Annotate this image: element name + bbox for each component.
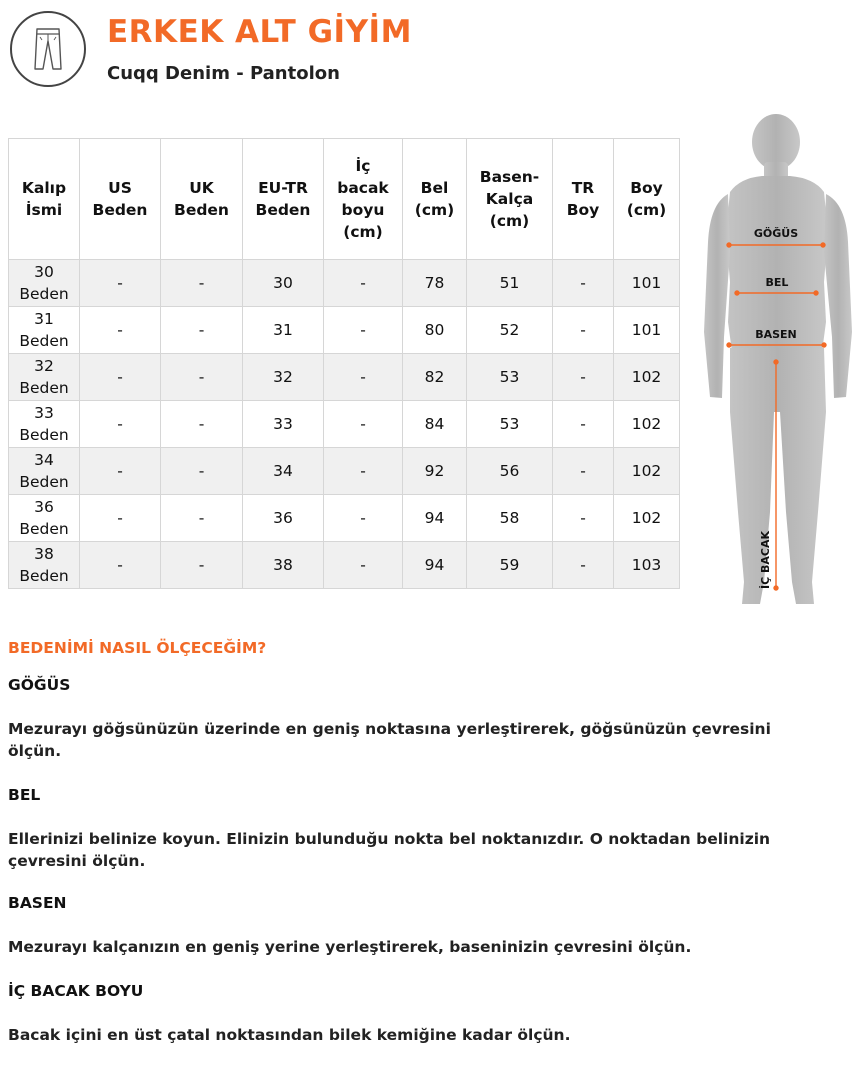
table-cell: -: [324, 354, 403, 401]
table-cell: 78: [403, 260, 467, 307]
pants-icon: [28, 25, 68, 73]
guide-text-inseam: Bacak içini en üst çatal noktasından bilek kemiğine kadar ölçün.: [8, 1026, 571, 1044]
table-cell: -: [80, 354, 161, 401]
table-cell: 56: [467, 448, 553, 495]
table-cell: 31: [243, 307, 324, 354]
table-cell: -: [80, 495, 161, 542]
table-cell: -: [161, 542, 243, 589]
guide-heading-chest: GÖĞÜS: [8, 676, 71, 694]
guide-text-hip: Mezurayı kalçanızın en geniş yerine yerleştirerek, baseninizin çevresini ölçün.: [8, 938, 692, 956]
table-cell: -: [324, 542, 403, 589]
guide-heading-waist: BEL: [8, 786, 41, 804]
table-cell: 32: [243, 354, 324, 401]
table-cell: -: [161, 354, 243, 401]
table-cell: 59: [467, 542, 553, 589]
table-cell: 80: [403, 307, 467, 354]
table-cell: -: [80, 307, 161, 354]
table-cell: -: [80, 260, 161, 307]
table-cell: 53: [467, 401, 553, 448]
hip-label: BASEN: [755, 328, 797, 341]
table-cell: 102: [614, 401, 680, 448]
size-name-cell: 36 Beden: [9, 495, 80, 542]
table-cell: -: [161, 401, 243, 448]
header-cell: Boy (cm): [614, 139, 680, 260]
table-cell: -: [324, 401, 403, 448]
header-cell: İç bacak boyu (cm): [324, 139, 403, 260]
table-cell: 84: [403, 401, 467, 448]
table-cell: 94: [403, 542, 467, 589]
table-cell: 30: [243, 260, 324, 307]
guide-question: BEDENİMİ NASIL ÖLÇECEĞİM?: [8, 639, 267, 657]
table-cell: -: [161, 307, 243, 354]
header-cell: Bel (cm): [403, 139, 467, 260]
guide-heading-inseam: İÇ BACAK BOYU: [8, 982, 144, 1000]
table-cell: -: [80, 448, 161, 495]
table-cell: -: [324, 260, 403, 307]
size-name-cell: 31 Beden: [9, 307, 80, 354]
table-row: [9, 307, 680, 354]
header-cell: TR Boy: [553, 139, 614, 260]
header-cell: Basen- Kalça (cm): [467, 139, 553, 260]
table-row: [9, 354, 680, 401]
table-cell: -: [161, 260, 243, 307]
size-name-cell: 30 Beden: [9, 260, 80, 307]
table-cell: 82: [403, 354, 467, 401]
table-cell: 94: [403, 495, 467, 542]
table-cell: 51: [467, 260, 553, 307]
table-cell: 101: [614, 307, 680, 354]
size-name-cell: 38 Beden: [9, 542, 80, 589]
table-cell: 58: [467, 495, 553, 542]
size-name-cell: 32 Beden: [9, 354, 80, 401]
table-cell: 36: [243, 495, 324, 542]
page-title: ERKEK ALT GİYİM: [107, 14, 412, 50]
measurement-guide: [8, 638, 808, 1069]
brand-logo: [10, 11, 86, 87]
table-cell: 38: [243, 542, 324, 589]
header-cell: EU-TR Beden: [243, 139, 324, 260]
table-cell: 102: [614, 495, 680, 542]
body-measurement-figure: [700, 112, 865, 612]
table-cell: -: [553, 495, 614, 542]
body-silhouette: [704, 114, 852, 604]
guide-text-waist: Ellerinizi belinize koyun. Elinizin bulunduğu nokta bel noktanızdır. O noktadan belinizin çevresini ölçün.: [8, 830, 771, 870]
table-header-row: [9, 139, 680, 260]
table-cell: -: [553, 401, 614, 448]
table-cell: 103: [614, 542, 680, 589]
table-cell: -: [324, 448, 403, 495]
table-cell: -: [80, 401, 161, 448]
table-row: [9, 260, 680, 307]
guide-text-chest: Mezurayı göğsünüzün üzerinde en geniş noktasına yerleştirerek, göğsünüzün çevresini ölçün.: [8, 720, 771, 760]
size-table: [8, 138, 680, 589]
table-cell: 92: [403, 448, 467, 495]
table-row: [9, 448, 680, 495]
header-cell: US Beden: [80, 139, 161, 260]
table-cell: 52: [467, 307, 553, 354]
table-cell: 102: [614, 354, 680, 401]
table-cell: 33: [243, 401, 324, 448]
table-row: [9, 542, 680, 589]
table-cell: -: [324, 307, 403, 354]
table-cell: -: [553, 542, 614, 589]
table-cell: -: [161, 448, 243, 495]
size-name-cell: 34 Beden: [9, 448, 80, 495]
header-cell: UK Beden: [161, 139, 243, 260]
table-cell: -: [553, 307, 614, 354]
page-subtitle: Cuqq Denim - Pantolon: [107, 63, 340, 84]
table-cell: 53: [467, 354, 553, 401]
guide-heading-hip: BASEN: [8, 894, 67, 912]
chest-label: GÖĞÜS: [753, 227, 799, 240]
table-cell: -: [161, 495, 243, 542]
header-cell: Kalıp İsmi: [9, 139, 80, 260]
table-cell: 101: [614, 260, 680, 307]
table-cell: 34: [243, 448, 324, 495]
table-cell: -: [553, 354, 614, 401]
waist-label: BEL: [765, 276, 789, 289]
table-cell: 102: [614, 448, 680, 495]
size-name-cell: 33 Beden: [9, 401, 80, 448]
table-cell: -: [553, 260, 614, 307]
table-cell: -: [324, 495, 403, 542]
table-row: [9, 495, 680, 542]
inseam-label: İÇ BACAK: [759, 530, 772, 589]
table-cell: -: [80, 542, 161, 589]
table-cell: -: [553, 448, 614, 495]
table-row: [9, 401, 680, 448]
